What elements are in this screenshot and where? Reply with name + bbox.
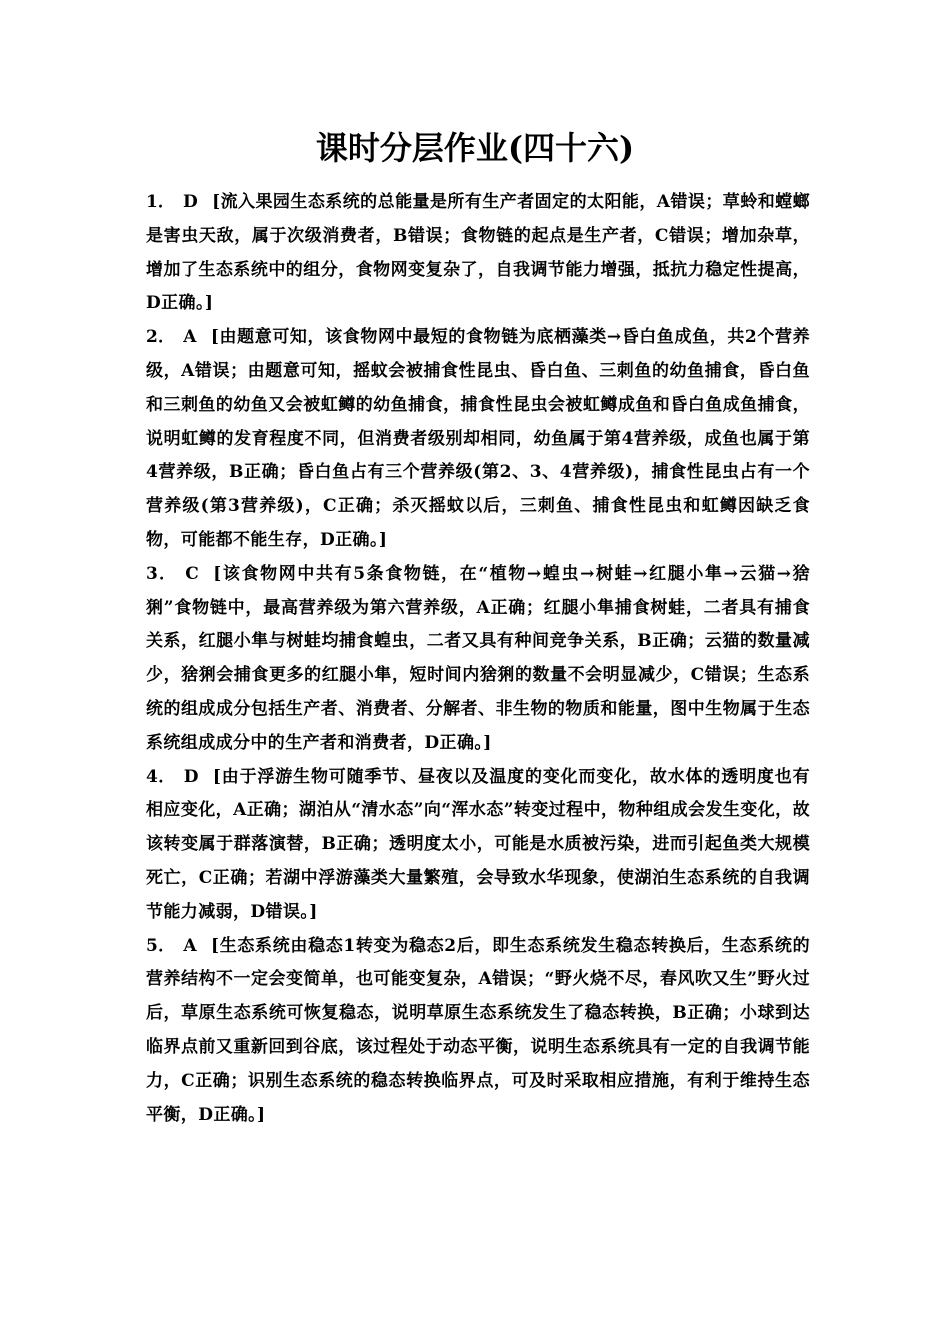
answer-number: 1． [146,192,175,212]
answer-number: 3． [146,563,178,584]
answer-explanation: [流入果园生态系统的总能量是所有生产者固定的太阳能，A错误；草蛉和螳螂是害虫天敌，属于次级消费者，B错误；食物链的起点是生产者，C错误；增加杂草，增加了生态系统中的组分，食物网变复杂了，自我调节能力增强，抵抗力稳定性提高，D正确。] [146,192,810,314]
answer-key: C [185,563,200,584]
answer-item-3 [146,558,810,761]
answer-explanation: [生态系统由稳态1转变为稳态2后，即生态系统发生稳态转换后，生态系统的营养结构不一定会变简单，也可能变复杂，A错误；“野火烧不尽，春风吹又生”野火过后，草原生态系统可恢复稳态，说明草原生态系统发生了稳态转换，B正确；小球到达临界点前又重新回到谷底，该过程处于动态平衡，说明生态系统具有一定的自我调节能力，C正确；识别生态系统的稳态转换临界点，可及时采取相应措施，有利于维持生态平衡，D正确。] [146,935,810,1125]
answer-explanation: [由于浮游生物可随季节、昼夜以及温度的变化而变化，故水体的透明度也有相应变化，A正确；湖泊从“清水态”向“浑水态”转变过程中，物种组成会发生变化，故该转变属于群落演替，B正确；透明度太小，可能是水质被污染，进而引起鱼类大规模死亡，C正确；若湖中浮游藻类大量繁殖，会导致水华现象，使湖泊生态系统的自我调节能力减弱，D错误。] [146,766,810,922]
answer-explanation: [由题意可知，该食物网中最短的食物链为底栖藻类→昏白鱼成鱼，共2个营养级，A错误；由题意可知，摇蚊会被捕食性昆虫、昏白鱼、三刺鱼的幼鱼捕食，昏白鱼和三刺鱼的幼鱼又会被虹鳟的幼鱼捕食，捕食性昆虫会被虹鳟成鱼和昏白鱼成鱼捕食，说明虹鳟的发育程度不同，但消费者级别却相同，幼鱼属于第4营养级，成鱼也属于第4营养级，B正确；昏白鱼占有三个营养级(第2、3、4营养级)，捕食性昆虫占有一个营养级(第3营养级)，C正确；杀灭摇蚊以后，三刺鱼、捕食性昆虫和虹鳟因缺乏食物，可能都不能生存，D正确。] [146,327,810,550]
answer-key: D [183,766,199,787]
answer-item-1 [146,186,810,321]
answer-item-4 [146,761,810,930]
answer-item-5 [146,930,810,1133]
answer-explanation: [该食物网中共有5条食物链，在“植物→蝗虫→树蛙→红腿小隼→云猫→猞猁”食物链中，最高营养级为第六营养级，A正确；红腿小隼捕食树蛙，二者具有捕食关系，红腿小隼与树蛙均捕食蝗虫，二者又具有种间竞争关系，B正确；云猫的数量减少，猞猁会捕食更多的红腿小隼，短时间内猞猁的数量不会明显减少，C错误；生态系统的组成成分包括生产者、消费者、分解者、非生物的物质和能量，图中生物属于生态系统组成成分中的生产者和消费者，D正确。] [146,563,810,753]
answer-list [146,186,810,1132]
answer-key: D [182,192,199,212]
answer-key: A [183,327,197,348]
answer-number: 2． [146,327,176,348]
answer-number: 4． [146,766,176,787]
page-title: 课时分层作业(四十六) [315,129,635,167]
answer-key: A [183,935,197,956]
answer-number: 5． [146,935,176,956]
answer-item-2 [146,321,810,558]
